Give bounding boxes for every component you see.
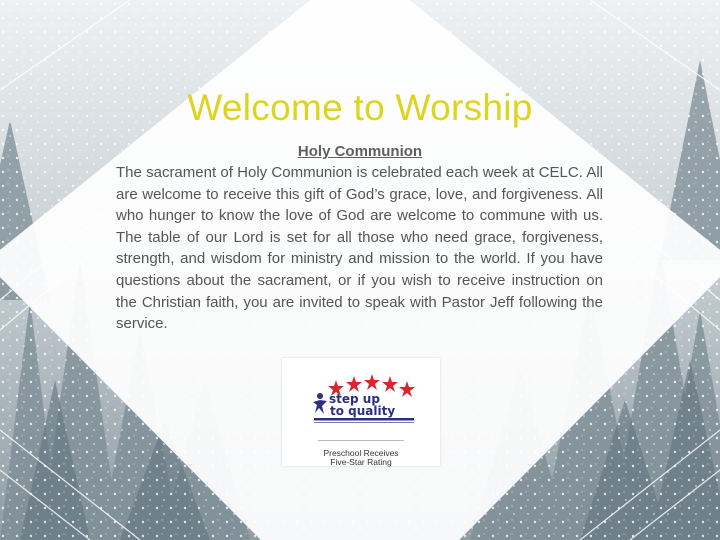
star-icon bbox=[382, 376, 398, 392]
logo-caption-line-2: Five-Star Rating bbox=[330, 457, 392, 467]
step-up-to-quality-logo-card bbox=[282, 358, 440, 466]
logo-line-2: to quality bbox=[330, 404, 396, 418]
logo-line-1: step up bbox=[329, 392, 380, 406]
slide-body-text: The sacrament of Holy Communion is celebrated each week at CELC. All are welcome to receive this gift of God’s grace, love, and forgiveness. All who hunger to know the love of God are welcome to commune with us. The table of our Lord is set for all those who need grace, forgiveness, strength, and wisdom for ministry and mission to the world. If you have questions about the sacrament, or if you wish to receive instruction on the Christian faith, you are invited to speak with Pastor Jeff following the service. bbox=[116, 164, 603, 333]
logo-wordmark bbox=[329, 392, 396, 418]
logo-caption-line-1: Preschool Receives bbox=[323, 448, 399, 458]
star-icon bbox=[364, 374, 380, 390]
star-icon bbox=[346, 376, 362, 392]
slide-subtitle: Holy Communion bbox=[297, 143, 423, 160]
slide-title: Welcome to Worship bbox=[187, 87, 533, 128]
star-icon bbox=[399, 381, 415, 397]
